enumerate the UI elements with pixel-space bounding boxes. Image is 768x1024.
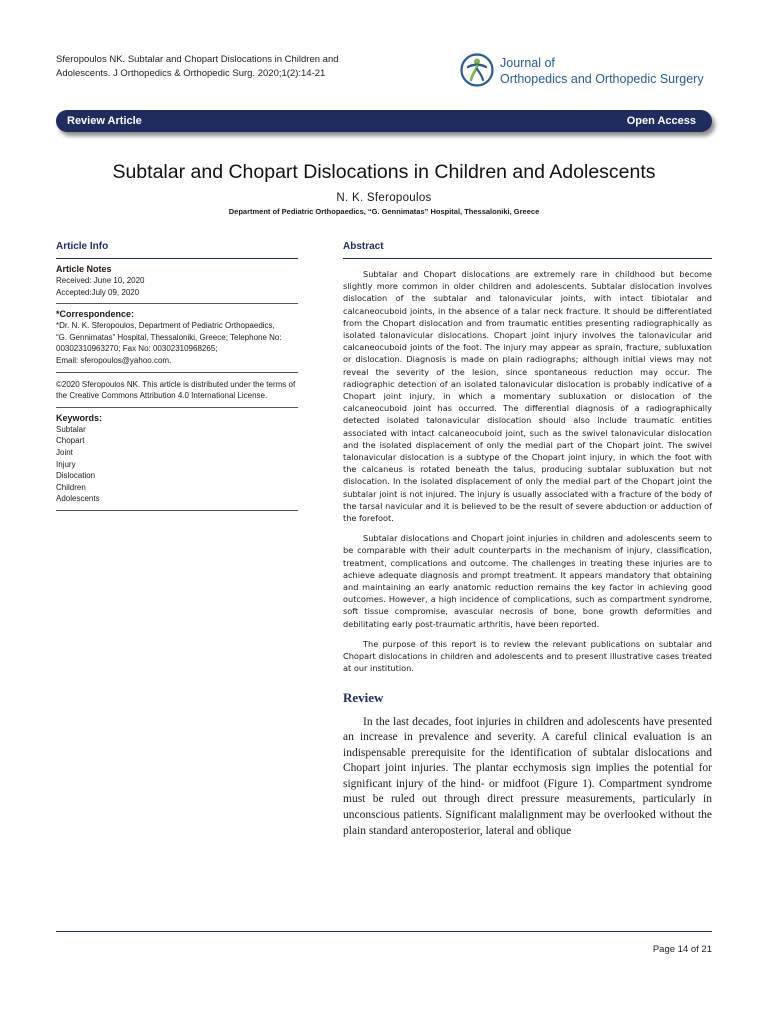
keywords xyxy=(56,408,298,510)
keyword-item: Joint xyxy=(56,447,73,457)
divider xyxy=(56,510,298,511)
keyword-item: Subtalar xyxy=(56,424,86,434)
journal-name xyxy=(500,55,704,87)
main-content xyxy=(343,240,712,839)
keyword-item: Adolescents xyxy=(56,494,100,504)
received-date: Received: June 10, 2020 xyxy=(56,276,145,285)
review-heading: Review xyxy=(343,689,384,705)
journal-name-line2: Orthopedics and Orthopedic Surgery xyxy=(500,72,704,86)
journal-logo xyxy=(459,52,719,92)
correspondence-line: 00302310963270; Fax No: 00302310968265; xyxy=(56,344,218,354)
abstract-heading: Abstract xyxy=(343,241,384,252)
keywords-title: Keywords: xyxy=(56,412,103,423)
correspondence-email: Email: sferopoulos@yahoo.com. xyxy=(56,355,172,365)
author-name: N. K. Sferopoulos xyxy=(336,192,432,204)
copyright-notice xyxy=(56,373,298,407)
article-type-banner xyxy=(56,110,712,132)
article-info-heading: Article Info xyxy=(56,241,109,252)
open-access-label: Open Access xyxy=(626,115,696,127)
author-affiliation: Department of Pediatric Orthopaedics, “G. Gennimatas” Hospital, Thessaloniki, Greece xyxy=(228,207,540,216)
footer-divider xyxy=(56,931,712,932)
abstract-paragraph: Subtalar dislocations and Chopart joint injuries in children and adolescents seem to be comparable with their adult counterparts in the mechanism of injury, classification, treatment, complications and outcome. The challenges in treating these injuries are to achieve adequate diagnosis and prompt treatment. It appears mandatory that obtaining and maintaining an early anatomic reduction remains the key factor in achieving good outcomes. However, a high incidence of complications, such as compartment syndrome, soft tissue compromise, avascular necrosis of bone, bone growth deformities and debilitating early post-traumatic arthritis, have been reported. xyxy=(343,533,712,629)
article-type-label: Review Article xyxy=(67,115,142,127)
article-notes-title: Article Notes xyxy=(56,264,112,274)
article-title: Subtalar and Chopart Dislocations in Children and Adolescents xyxy=(112,161,656,183)
page-number: Page 14 of 21 xyxy=(652,944,712,955)
keyword-item: Chopart xyxy=(56,436,85,446)
abstract-paragraph: The purpose of this report is to review the relevant publications on subtalar and Chopart dislocations in children and adolescents and to present illustrative cases treated at our institution. xyxy=(343,638,712,674)
keyword-item: Dislocation xyxy=(56,471,96,481)
article-info-panel xyxy=(56,240,298,511)
abstract-paragraph: Subtalar and Chopart dislocations are extremely rare in childhood but become slightly more common in older children and adolescents. Subtalar dislocation involves dislocation of the subtalar and talonavicular joints, with intact tibiotalar and calcaneocuboid joints, in the absence of a talar neck fracture. It should be differentiated from the Chopart dislocation and from traumatic entities presenting radiographically as isolated talonavicular dislocations. Chopart joint injury involves the talonavicular and calcaneocuboid joints of the foot. The injury may appear as sprain, fracture, subluxation or dislocation. Diagnosis is made on plain radiographs; although initial views may not reveal the severity of the lesion, since spontaneous reduction may occur. The radiographic detection of an isolated talonavicular dislocation is probably indicative of a Chopart joint injury, in which a momentary subluxation or dislocation of the calcaneocuboid joint has occurred. The differential diagnosis of a radiographically detected isolated talonavicular dislocation should also include traumatic entities associated with intact calcaneocuboid joint, such as the swivel talonavicular dislocation and the isolated displacement of only the medial part of the Chopart joint. The swivel talonavicular dislocation is a subtype of the Chopart joint injury, in which the foot with the calcaneus is rotated beneath the talus, producing subtalar subluxation but not dislocation. In the isolated displacement of only the medial part of the Chopart joint the subtalar joint is not injured. The injury is usually associated with a fracture of the body of the tarsal navicular and it is believed to be the result of severe abduction or adduction of the forefoot. xyxy=(343,269,712,524)
journal-logo-icon xyxy=(459,52,495,88)
review-paragraph: In the last decades, foot injuries in children and adolescents have presented an increase in prevalence and severity. A careful clinical evaluation is an indispensable prerequisite for the identification of subtalar dislocations and Chopart joint injuries. The plantar ecchymosis sign implies the potential for significant injury of the hind- or midfoot (Figure 1). Compartment syndrome must be ruled out through direct pressure measurements, particularly in unconscious patients. Significant malalignment may be overlooked without the plain standard anteroposterior, lateral and oblique xyxy=(343,715,712,837)
citation: Sferopoulos NK. Subtalar and Chopart Dislocations in Children and Adolescents. J Orthopedics & Orthopedic Surg. 2020;1(2):14-21 xyxy=(56,54,339,79)
article-notes xyxy=(56,259,298,303)
divider xyxy=(343,258,712,259)
correspondence-line: *Dr. N. K. Sferopoulos, Department of Pediatric Orthopaedics, xyxy=(56,321,275,331)
keyword-item: Children xyxy=(56,482,86,492)
correspondence-title: *Correspondence: xyxy=(56,309,135,320)
correspondence xyxy=(56,304,298,371)
copyright-text: ©2020 Sferopoulos NK. This article is distributed under the terms of the Creative Commons Attribution 4.0 International License. xyxy=(56,379,296,401)
keyword-item: Injury xyxy=(56,459,76,469)
journal-name-line1: Journal of xyxy=(500,56,555,70)
accepted-date: Accepted:July 09, 2020 xyxy=(56,287,140,297)
correspondence-line: “G. Gennimatas” Hospital, Thessaloniki, Greece; Telephone No: xyxy=(56,332,282,342)
